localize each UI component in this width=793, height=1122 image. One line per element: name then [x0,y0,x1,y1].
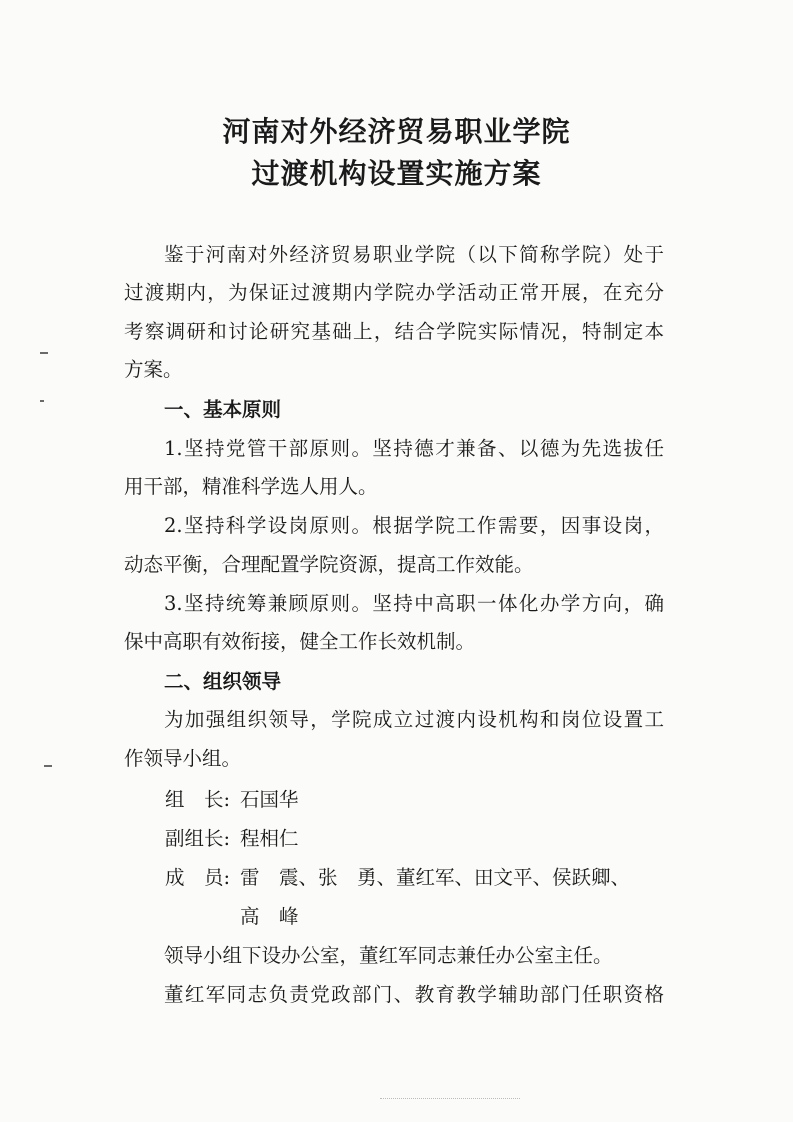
leader-role: 组 长: [165,788,231,811]
leader-row [165,783,299,817]
org-line2: 作领导小组。 [124,747,242,770]
members-role: 成 员: [165,866,231,889]
office-line: 领导小组下设办公室，董红军同志兼任办公室主任。 [164,944,613,967]
principle2-line2: 动态平衡，合理配置学院资源，提高工作效能。 [124,553,534,576]
document-title-line2: 过渡机构设置实施方案 [251,157,542,190]
members-names-line1: 雷 震、张 勇、董红军、田文平、侯跃卿、 [240,866,631,889]
intro-line-1: 鉴于河南对外经济贸易职业学院（以下简称学院）处于 [164,243,664,266]
deputy-row [165,822,299,856]
members-names-line2: 高 峰 [240,905,299,928]
scan-artifact [380,1098,520,1107]
members-row [165,861,630,895]
intro-line-4: 方案。 [124,358,183,381]
intro-line-3: 考察调研和讨论研究基础上，结合学院实际情况，特制定本 [124,320,664,343]
scan-mark [44,765,52,767]
principle3-line1: 3.坚持统筹兼顾原则。坚持中高职一体化办学方向，确 [164,592,664,615]
last-line: 董红军同志负责党政部门、教育教学辅助部门任职资格 [164,983,664,1006]
scan-mark [40,352,48,354]
section1-heading: 一、基本原则 [164,398,282,421]
principle2-line1: 2.坚持科学设岗原则。根据学院工作需要，因事设岗， [164,514,664,537]
org-line1: 为加强组织领导，学院成立过渡内设机构和岗位设置工 [164,708,664,731]
principle1-line1: 1.坚持党管干部原则。坚持德才兼备、以德为先选拔任 [164,437,664,460]
members-row-2 [240,900,299,934]
document-title-line1: 河南对外经济贸易职业学院 [222,115,571,148]
deputy-role: 副组长: [165,827,231,850]
leader-name: 石国华 [240,788,299,811]
principle1-line2: 用干部，精准科学选人用人。 [124,475,378,498]
deputy-name: 程相仁 [240,827,299,850]
principle3-line2: 保中高职有效衔接，健全工作长效机制。 [124,630,476,653]
intro-line-2: 过渡期内，为保证过渡期内学院办学活动正常开展，在充分 [124,281,664,304]
section2-heading: 二、组织领导 [164,670,282,693]
scan-mark [40,400,44,402]
